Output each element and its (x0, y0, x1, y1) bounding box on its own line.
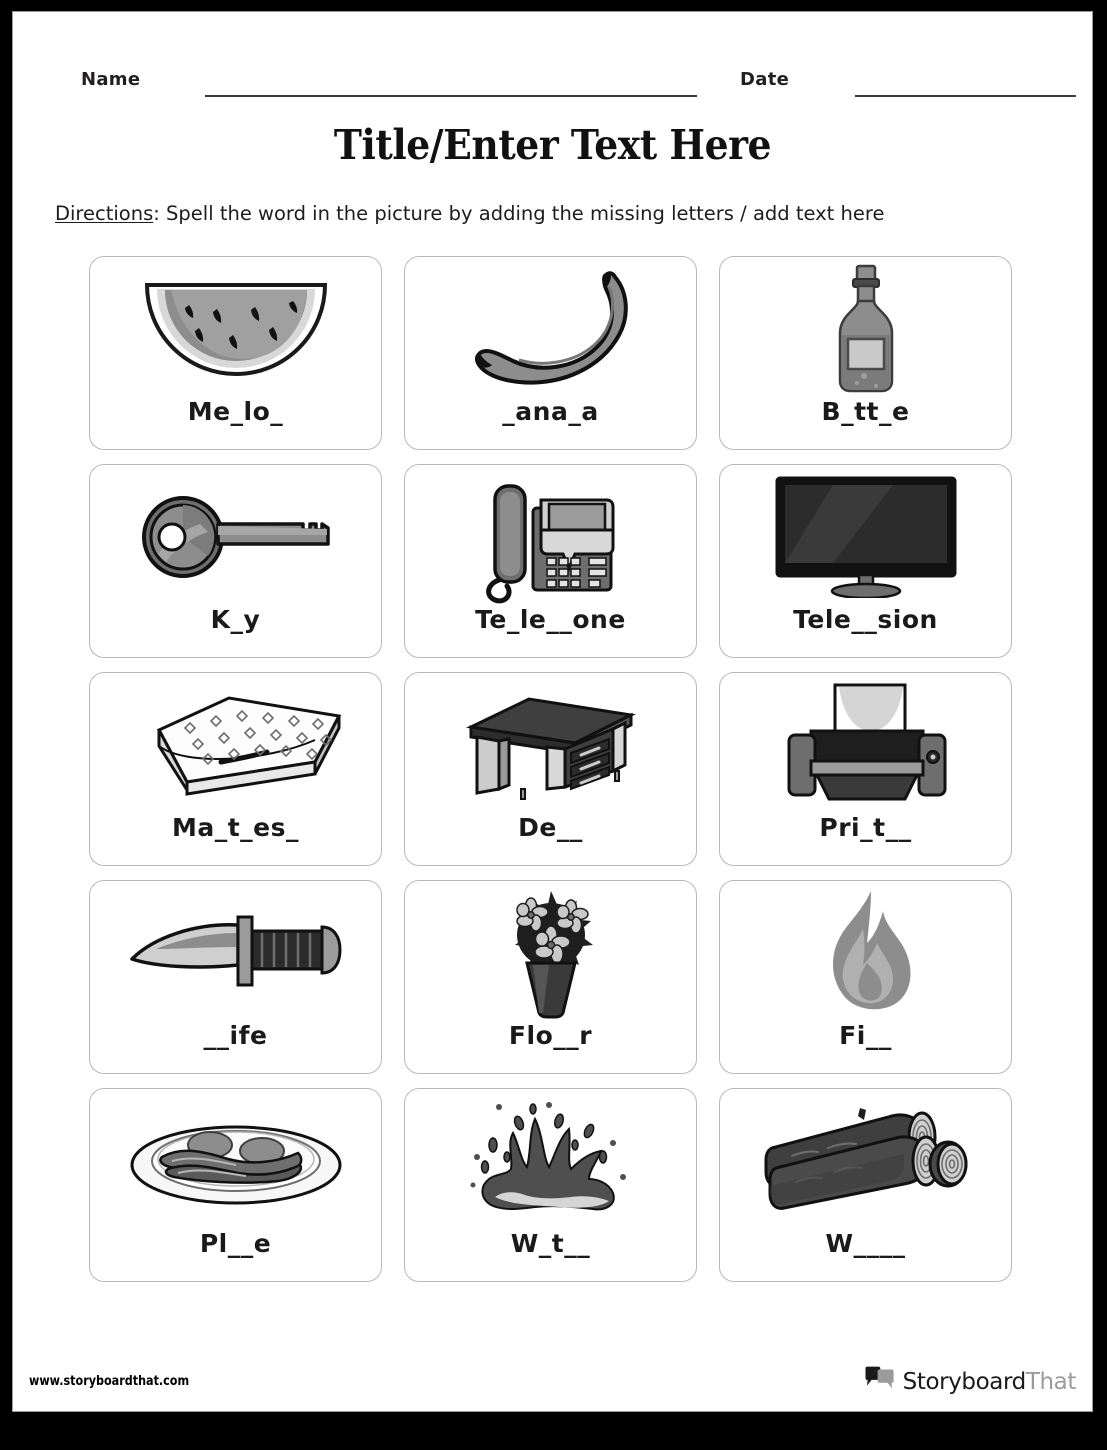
speech-bubbles-icon (864, 1366, 896, 1397)
card-word-prompt[interactable]: W____ (825, 1229, 906, 1258)
card-word-prompt[interactable]: Fi__ (839, 1021, 892, 1050)
card-cell (78, 1088, 393, 1296)
card-word-prompt[interactable]: K_y (210, 605, 261, 634)
worksheet-card-grid (78, 256, 1023, 1296)
card-word-prompt[interactable]: Tele__sion (793, 605, 938, 634)
word-picture-card[interactable] (404, 256, 697, 450)
television-icon (720, 467, 1011, 607)
card-word-prompt[interactable]: De__ (518, 813, 583, 842)
card-word-prompt[interactable]: W_t__ (510, 1229, 591, 1258)
card-row (78, 880, 1023, 1088)
card-word-prompt[interactable]: Pri_t__ (819, 813, 912, 842)
brand-that: That (1025, 1368, 1076, 1395)
card-cell (78, 256, 393, 464)
storyboardthat-logo[interactable] (864, 1366, 1076, 1397)
directions-text (55, 202, 1045, 225)
word-picture-card[interactable] (404, 464, 697, 658)
card-cell (708, 464, 1023, 672)
fire-icon (720, 883, 1011, 1023)
word-picture-card[interactable] (89, 880, 382, 1074)
card-row (78, 672, 1023, 880)
plate-icon (90, 1091, 381, 1231)
knife-icon (90, 883, 381, 1023)
water-splash-icon (405, 1091, 696, 1231)
card-word-prompt[interactable]: __ife (203, 1021, 268, 1050)
card-word-prompt[interactable]: _ana_a (502, 397, 599, 426)
directions-label: Directions (55, 202, 154, 225)
word-picture-card[interactable] (89, 256, 382, 450)
bottle-icon (720, 259, 1011, 399)
worksheet-sheet (12, 11, 1093, 1412)
word-picture-card[interactable] (89, 672, 382, 866)
card-cell (78, 464, 393, 672)
name-label: Name (81, 69, 141, 90)
footer-website-url[interactable]: www.storyboardthat.com (29, 1374, 190, 1389)
word-picture-card[interactable] (89, 1088, 382, 1282)
telephone-icon (405, 467, 696, 607)
card-cell (78, 880, 393, 1088)
mattress-icon (90, 675, 381, 815)
date-label: Date (740, 69, 790, 90)
card-word-prompt[interactable]: Ma_t_es_ (171, 813, 300, 842)
desk-icon (405, 675, 696, 815)
card-row (78, 1088, 1023, 1296)
word-picture-card[interactable] (719, 256, 1012, 450)
word-picture-card[interactable] (719, 672, 1012, 866)
card-word-prompt[interactable]: Flo__r (508, 1021, 593, 1050)
page-title[interactable]: Title/Enter Text Here (333, 121, 772, 169)
card-row (78, 256, 1023, 464)
printer-icon (720, 675, 1011, 815)
wood-logs-icon (720, 1091, 1011, 1231)
card-cell (708, 1088, 1023, 1296)
word-picture-card[interactable] (719, 880, 1012, 1074)
word-picture-card[interactable] (404, 880, 697, 1074)
card-row (78, 464, 1023, 672)
card-cell (708, 256, 1023, 464)
name-input-line[interactable] (205, 95, 697, 97)
card-cell (78, 672, 393, 880)
banana-icon (405, 259, 696, 399)
word-picture-card[interactable] (404, 1088, 697, 1282)
date-input-line[interactable] (855, 95, 1076, 97)
card-cell (393, 1088, 708, 1296)
word-picture-card[interactable] (719, 1088, 1012, 1282)
card-cell (393, 672, 708, 880)
flower-icon (405, 883, 696, 1023)
card-word-prompt[interactable]: Te_le__one (475, 605, 626, 634)
card-cell (708, 880, 1023, 1088)
word-picture-card[interactable] (89, 464, 382, 658)
key-icon (90, 467, 381, 607)
word-picture-card[interactable] (404, 672, 697, 866)
card-cell (708, 672, 1023, 880)
card-cell (393, 880, 708, 1088)
directions-body: : Spell the word in the picture by adding the missing letters / add text here (153, 202, 885, 225)
card-cell (393, 464, 708, 672)
card-cell (393, 256, 708, 464)
word-picture-card[interactable] (719, 464, 1012, 658)
card-word-prompt[interactable]: Me_lo_ (187, 397, 284, 426)
card-word-prompt[interactable]: Pl__e (199, 1229, 272, 1258)
brand-storyboard: Storyboard (902, 1368, 1026, 1395)
brand-wordmark (903, 1369, 1076, 1395)
watermelon-icon (90, 259, 381, 399)
card-word-prompt[interactable]: B_tt_e (821, 397, 910, 426)
